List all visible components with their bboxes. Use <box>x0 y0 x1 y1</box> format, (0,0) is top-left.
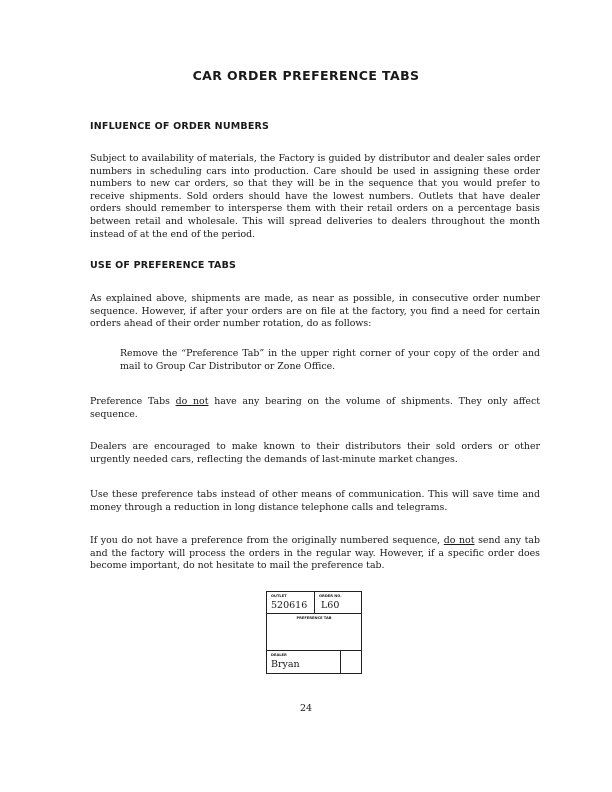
dealer-blank-cell <box>341 650 361 673</box>
order-number-label: ORDER NO. <box>319 594 342 598</box>
page-title: CAR ORDER PREFERENCE TABS <box>192 68 420 83</box>
preference-tab-label: PREFERENCE TAB <box>296 616 332 620</box>
outlet-label: OUTLET <box>271 594 287 598</box>
outlet-value: 520616 <box>271 600 308 611</box>
section-heading-preference-tabs: USE OF PREFERENCE TABS <box>90 260 237 271</box>
underlined-do-not-send: do not <box>443 535 475 546</box>
paragraph-intro: As explained above, shipments are made, as near as possible, in consecutive order number sequence. However, if after your orders are on file at the factory, you find a need for certain orders ahead of their order number rotation, do as follows: <box>90 293 540 330</box>
dealer-label: DEALER <box>271 653 287 657</box>
paragraph-order-numbers: Subject to availability of materials, the Factory is guided by distributor and dealer sales order numbers in scheduling cars into production. Care should be used in assigning these order numbers to new car orders, so that they will be in the sequence that you would prefer to receive shipments. Sold orders should have the lowest numbers. Outlets that have dealer orders should remember to intersperse them with their retail orders on a percentage basis between retail and wholesale. This will spread deliveries to dealers throughout the month instead of at the end of the period. <box>90 153 540 240</box>
order-number-cell <box>315 592 361 614</box>
preference-tab-card <box>266 591 362 674</box>
paragraph-no-bearing: Preference Tabs do not have any bearing on the volume of shipments. They only affect sequence. <box>90 396 541 420</box>
paragraph-dealers: Dealers are encouraged to make known to their distributors their sold orders or other urgently needed cars, reflecting the demands of last-minute market changes. <box>90 441 540 465</box>
paragraph-instruction: Remove the “Preference Tab” in the upper right corner of your copy of the order and mail to Group Car Distributor or Zone Office. <box>120 348 540 372</box>
dealer-value: Bryan <box>271 659 300 670</box>
underlined-do-not: do not <box>175 396 209 407</box>
dealer-cell <box>267 650 341 673</box>
paragraph-use-tabs: Use these preference tabs instead of other means of communication. This will save time and money through a reduction in long distance telephone calls and telegrams. <box>90 489 540 513</box>
order-number-value: L60 <box>321 600 340 611</box>
page-number: 24 <box>299 703 313 714</box>
outlet-cell <box>267 592 315 614</box>
paragraph-no-preference: If you do not have a preference from the originally numbered sequence, do not send any tab and the factory will process the orders in the regular way. However, if a specific order does become important, do not hesitate to mail the preference tab. <box>90 535 540 572</box>
section-heading-order-numbers: INFLUENCE OF ORDER NUMBERS <box>90 121 270 132</box>
